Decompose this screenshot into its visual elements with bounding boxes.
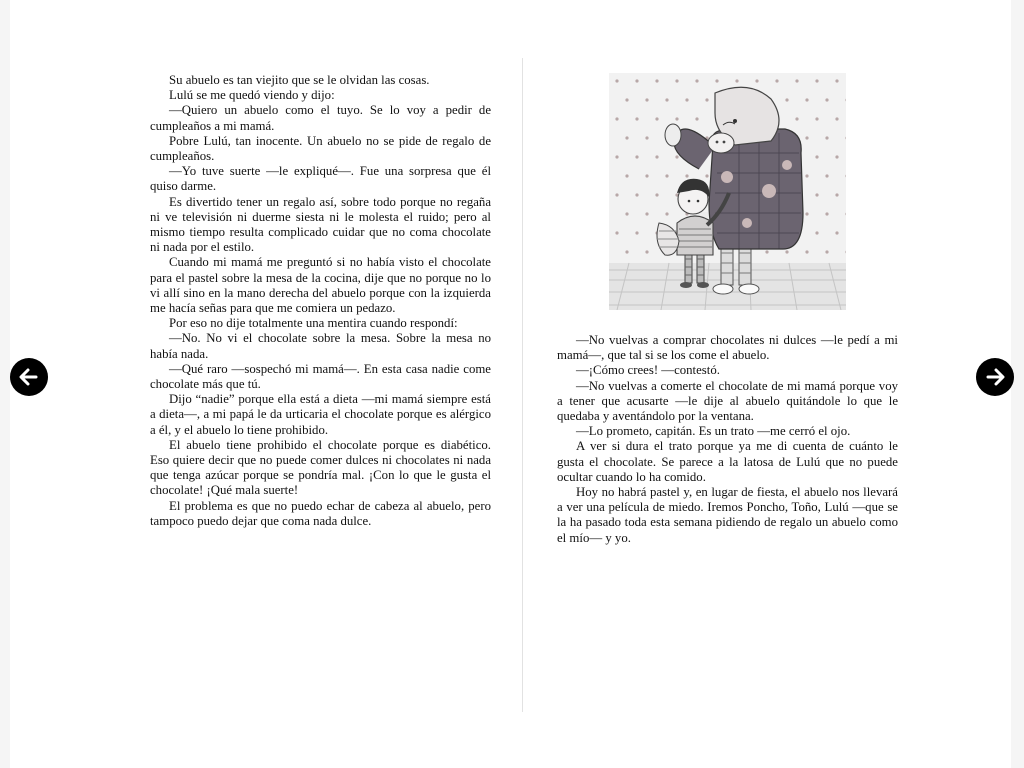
paragraph: —No vuelvas a comprar chocolates ni dulces —le pedí a mi mamá—, que tal si se los come el abuelo. [557,333,898,363]
paragraph: El problema es que no puedo echar de cabeza al abuelo, pero tampoco puedo dejar que coma nada dulce. [150,498,491,528]
paragraph: Dijo “nadie” porque ella está a dieta —mi mamá siempre está a dieta—, a mi papá le da urticaria el chocolate porque es alérgico a él, y el abuelo lo tiene prohibido. [150,392,491,437]
paragraph: Por eso no dije totalmente una mentira cuando respondí: [169,316,458,331]
arrow-right-icon [976,358,1014,396]
story-illustration [609,73,846,310]
right-page-text [557,333,898,546]
paragraph: Lulú se me quedó viendo y dijo: [169,88,335,103]
paragraph: El abuelo tiene prohibido el chocolate porque es diabético. Eso quiere decir que no puede comer dulces ni chocolates ni nada que tenga azúcar porque se pondría mal. ¡Con lo que le gusta el chocolate! ¡Qué mala suerte! [150,437,491,498]
paragraph: Pobre Lulú, tan inocente. Un abuelo no se pide de regalo de cumpleaños. [150,133,491,164]
paragraph: —Quiero un abuelo como el tuyo. Se lo voy a pedir de cumpleaños a mi mamá. [150,103,491,133]
paragraph: Es divertido tener un regalo así, sobre todo porque no regaña ni ve televisión ni duerme siesta ni le molesta el ruido; pero al mismo tiempo resulta complicado cuidar que no coma chocolate ni nada por el estilo. [150,194,491,255]
paragraph: —No vuelvas a comerte el chocolate de mi mamá porque voy a tener que acusarte —le dije al abuelo quitándole lo que le quedaba y aventándolo por la ventana. [557,378,898,424]
paragraph: —Yo tuve suerte —le expliqué—. Fue una sorpresa que él quiso darme. [150,164,491,194]
next-page-button[interactable] [976,358,1014,396]
paragraph: —No. No vi el chocolate sobre la mesa. Sobre la mesa no había nada. [150,331,491,361]
paragraph: —¡Cómo crees! —contestó. [576,363,720,378]
paragraph: —Qué raro —sospechó mi mamá—. En esta casa nadie come chocolate más que tú. [150,361,491,392]
page-gutter [522,58,523,712]
book-spread [10,0,1011,768]
arrow-left-icon [10,358,48,396]
paragraph: Hoy no habrá pastel y, en lugar de fiesta, el abuelo nos llevará a ver una película de miedo. Iremos Poncho, Toño, Lulú —que se la ha pasado toda esta semana pidiendo de regalo un abuelo como el mío— y yo. [557,485,898,545]
paragraph: Su abuelo es tan viejito que se le olvidan las cosas. [169,73,430,87]
paragraph: Cuando mi mamá me preguntó si no había visto el chocolate para el pastel sobre la mesa de la cocina, dije que no porque no lo vi allí sino en la mano derecha del abuelo porque con la izquierda me hacía señas para que me comiera un pedazo. [150,255,491,316]
left-page-text [150,73,491,529]
prev-page-button[interactable] [10,358,48,396]
paragraph: —Lo prometo, capitán. Es un trato —me cerró el ojo. [576,424,851,439]
paragraph: A ver si dura el trato porque ya me di cuenta de cuánto le gusta el chocolate. Se parece a la latosa de Lulú que no puede ocultar cuando lo ha comido. [557,439,898,484]
